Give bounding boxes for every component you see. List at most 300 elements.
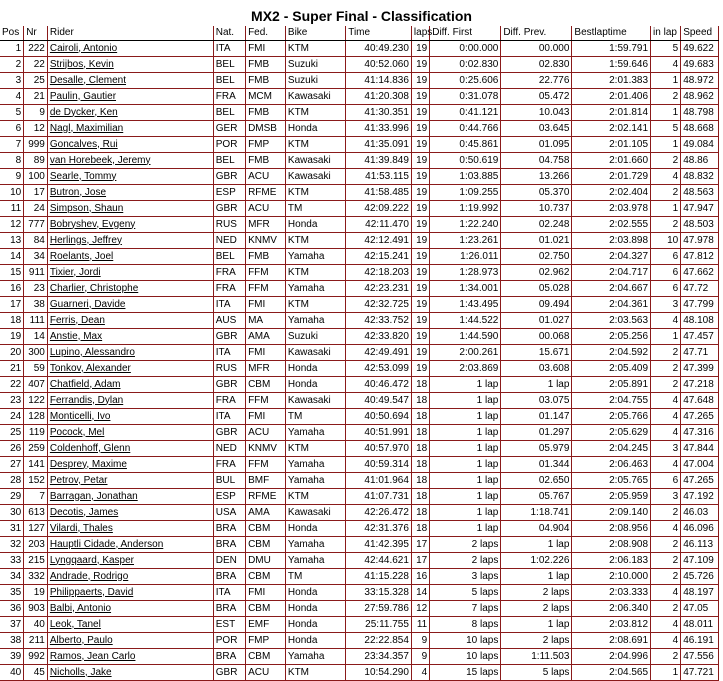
cell-in-lap: 2 bbox=[651, 185, 681, 201]
cell-diff-prev: 02.650 bbox=[501, 473, 572, 489]
cell-laps: 9 bbox=[411, 649, 429, 665]
cell-in-lap: 5 bbox=[651, 41, 681, 57]
cell-in-lap: 4 bbox=[651, 393, 681, 409]
cell-bike: Yamaha bbox=[285, 553, 345, 569]
cell-diff-first: 15 laps bbox=[430, 665, 501, 681]
cell-bestlaptime: 2:04.245 bbox=[572, 441, 651, 457]
cell-bestlaptime: 2:04.667 bbox=[572, 281, 651, 297]
cell-nat: BEL bbox=[213, 73, 245, 89]
cell-diff-prev: 00.068 bbox=[501, 329, 572, 345]
cell-rider[interactable]: Charlier, Christophe bbox=[47, 281, 213, 297]
cell-nr: 23 bbox=[24, 281, 48, 297]
cell-nr: 24 bbox=[24, 201, 48, 217]
cell-bike: Yamaha bbox=[285, 313, 345, 329]
cell-pos: 7 bbox=[0, 137, 24, 153]
cell-in-lap: 4 bbox=[651, 313, 681, 329]
cell-rider[interactable]: Paulin, Gautier bbox=[47, 89, 213, 105]
table-row bbox=[0, 169, 719, 185]
cell-laps: 18 bbox=[411, 425, 429, 441]
cell-rider[interactable]: Pocock, Mel bbox=[47, 425, 213, 441]
cell-diff-prev: 2 laps bbox=[501, 633, 572, 649]
cell-bike: Kawasaki bbox=[285, 345, 345, 361]
table-row bbox=[0, 649, 719, 665]
cell-pos: 40 bbox=[0, 665, 24, 681]
cell-speed: 48.798 bbox=[681, 105, 719, 121]
cell-time: 41:35.091 bbox=[346, 137, 412, 153]
cell-in-lap: 2 bbox=[651, 537, 681, 553]
cell-nat: ITA bbox=[213, 585, 245, 601]
cell-fed: EMF bbox=[246, 617, 286, 633]
cell-diff-first: 1 lap bbox=[430, 409, 501, 425]
cell-pos: 21 bbox=[0, 361, 24, 377]
cell-bike: KTM bbox=[285, 233, 345, 249]
cell-fed: DMSB bbox=[246, 121, 286, 137]
cell-nr: 25 bbox=[24, 73, 48, 89]
cell-time: 41:07.731 bbox=[346, 489, 412, 505]
cell-laps: 16 bbox=[411, 569, 429, 585]
results-body bbox=[0, 41, 719, 681]
table-row bbox=[0, 73, 719, 89]
cell-bike: Yamaha bbox=[285, 457, 345, 473]
cell-in-lap: 2 bbox=[651, 601, 681, 617]
cell-pos: 37 bbox=[0, 617, 24, 633]
cell-time: 41:42.395 bbox=[346, 537, 412, 553]
cell-in-lap: 6 bbox=[651, 249, 681, 265]
cell-diff-prev: 02.830 bbox=[501, 57, 572, 73]
cell-rider[interactable]: Petrov, Petar bbox=[47, 473, 213, 489]
cell-nr: 152 bbox=[24, 473, 48, 489]
cell-in-lap: 3 bbox=[651, 297, 681, 313]
cell-diff-first: 1:22.240 bbox=[430, 217, 501, 233]
cell-speed: 47.947 bbox=[681, 201, 719, 217]
cell-in-lap: 6 bbox=[651, 265, 681, 281]
table-row bbox=[0, 425, 719, 441]
cell-time: 41:14.836 bbox=[346, 73, 412, 89]
table-row bbox=[0, 377, 719, 393]
cell-bestlaptime: 2:04.755 bbox=[572, 393, 651, 409]
cell-rider[interactable]: Nagl, Maximilian bbox=[47, 121, 213, 137]
cell-diff-prev: 02.750 bbox=[501, 249, 572, 265]
cell-time: 42:53.099 bbox=[346, 361, 412, 377]
cell-bike: Yamaha bbox=[285, 473, 345, 489]
cell-pos: 23 bbox=[0, 393, 24, 409]
header-bike: Bike bbox=[285, 26, 345, 41]
cell-rider[interactable]: Butron, Jose bbox=[47, 185, 213, 201]
cell-fed: BMF bbox=[246, 473, 286, 489]
cell-rider[interactable]: Tixier, Jordi bbox=[47, 265, 213, 281]
cell-diff-prev: 05.370 bbox=[501, 185, 572, 201]
cell-pos: 20 bbox=[0, 345, 24, 361]
cell-bike: KTM bbox=[285, 297, 345, 313]
cell-diff-prev: 1:11.503 bbox=[501, 649, 572, 665]
table-row bbox=[0, 281, 719, 297]
cell-speed: 47.71 bbox=[681, 345, 719, 361]
cell-speed: 49.683 bbox=[681, 57, 719, 73]
cell-time: 42:26.472 bbox=[346, 505, 412, 521]
table-row bbox=[0, 217, 719, 233]
cell-rider[interactable]: Vilardi, Thales bbox=[47, 521, 213, 537]
cell-nat: GBR bbox=[213, 329, 245, 345]
cell-rider[interactable]: Alberto, Paulo bbox=[47, 633, 213, 649]
cell-speed: 49.622 bbox=[681, 41, 719, 57]
cell-bike: Suzuki bbox=[285, 329, 345, 345]
cell-in-lap: 4 bbox=[651, 585, 681, 601]
table-row bbox=[0, 665, 719, 681]
cell-bestlaptime: 2:10.000 bbox=[572, 569, 651, 585]
cell-nr: 222 bbox=[24, 41, 48, 57]
header-in-lap: in lap bbox=[651, 26, 681, 41]
cell-bestlaptime: 2:04.592 bbox=[572, 345, 651, 361]
cell-rider[interactable]: Ferrandis, Dylan bbox=[47, 393, 213, 409]
cell-rider[interactable]: Anstie, Max bbox=[47, 329, 213, 345]
cell-nr: 141 bbox=[24, 457, 48, 473]
cell-bike: KTM bbox=[285, 41, 345, 57]
cell-nat: NED bbox=[213, 233, 245, 249]
cell-rider[interactable]: Strijbos, Kevin bbox=[47, 57, 213, 73]
cell-pos: 36 bbox=[0, 601, 24, 617]
cell-laps: 17 bbox=[411, 537, 429, 553]
cell-diff-prev: 04.758 bbox=[501, 153, 572, 169]
cell-time: 10:54.290 bbox=[346, 665, 412, 681]
cell-rider[interactable]: Barragan, Jonathan bbox=[47, 489, 213, 505]
cell-pos: 33 bbox=[0, 553, 24, 569]
cell-diff-first: 0:02.830 bbox=[430, 57, 501, 73]
cell-time: 42:44.621 bbox=[346, 553, 412, 569]
cell-rider[interactable]: Guarneri, Davide bbox=[47, 297, 213, 313]
cell-laps: 19 bbox=[411, 41, 429, 57]
cell-in-lap: 1 bbox=[651, 201, 681, 217]
cell-bestlaptime: 2:08.691 bbox=[572, 633, 651, 649]
cell-pos: 2 bbox=[0, 57, 24, 73]
cell-in-lap: 2 bbox=[651, 89, 681, 105]
cell-time: 42:32.725 bbox=[346, 297, 412, 313]
cell-fed: AMA bbox=[246, 329, 286, 345]
cell-bike: Honda bbox=[285, 217, 345, 233]
cell-diff-prev: 22.776 bbox=[501, 73, 572, 89]
cell-diff-first: 0:50.619 bbox=[430, 153, 501, 169]
cell-rider[interactable]: Leok, Tanel bbox=[47, 617, 213, 633]
cell-time: 42:49.491 bbox=[346, 345, 412, 361]
cell-diff-prev: 15.671 bbox=[501, 345, 572, 361]
cell-in-lap: 4 bbox=[651, 169, 681, 185]
cell-nr: 127 bbox=[24, 521, 48, 537]
cell-fed: KNMV bbox=[246, 441, 286, 457]
cell-bike: KTM bbox=[285, 105, 345, 121]
cell-pos: 5 bbox=[0, 105, 24, 121]
cell-laps: 19 bbox=[411, 265, 429, 281]
cell-nr: 300 bbox=[24, 345, 48, 361]
cell-nat: GER bbox=[213, 121, 245, 137]
cell-diff-prev: 5 laps bbox=[501, 665, 572, 681]
cell-rider[interactable]: Decotis, James bbox=[47, 505, 213, 521]
cell-diff-prev: 01.021 bbox=[501, 233, 572, 249]
cell-time: 42:18.203 bbox=[346, 265, 412, 281]
cell-laps: 4 bbox=[411, 665, 429, 681]
cell-in-lap: 3 bbox=[651, 441, 681, 457]
cell-pos: 12 bbox=[0, 217, 24, 233]
cell-bestlaptime: 2:04.996 bbox=[572, 649, 651, 665]
table-row bbox=[0, 537, 719, 553]
cell-diff-prev: 2 laps bbox=[501, 585, 572, 601]
cell-diff-prev: 13.266 bbox=[501, 169, 572, 185]
cell-in-lap: 4 bbox=[651, 617, 681, 633]
cell-bike: Honda bbox=[285, 121, 345, 137]
cell-bike: KTM bbox=[285, 665, 345, 681]
cell-diff-first: 1:44.522 bbox=[430, 313, 501, 329]
cell-laps: 18 bbox=[411, 505, 429, 521]
cell-rider[interactable]: Desprey, Maxime bbox=[47, 457, 213, 473]
cell-rider[interactable]: Desalle, Clement bbox=[47, 73, 213, 89]
cell-nat: ESP bbox=[213, 489, 245, 505]
cell-in-lap: 2 bbox=[651, 569, 681, 585]
cell-bestlaptime: 2:05.409 bbox=[572, 361, 651, 377]
cell-nat: GBR bbox=[213, 169, 245, 185]
cell-fed: AMA bbox=[246, 505, 286, 521]
cell-rider[interactable]: Bobryshev, Evgeny bbox=[47, 217, 213, 233]
cell-rider[interactable]: Lupino, Alessandro bbox=[47, 345, 213, 361]
cell-nr: 19 bbox=[24, 585, 48, 601]
cell-diff-first: 0:44.766 bbox=[430, 121, 501, 137]
cell-time: 42:33.752 bbox=[346, 313, 412, 329]
table-row bbox=[0, 361, 719, 377]
cell-diff-first: 1:09.255 bbox=[430, 185, 501, 201]
cell-speed: 48.832 bbox=[681, 169, 719, 185]
table-row bbox=[0, 457, 719, 473]
cell-laps: 19 bbox=[411, 137, 429, 153]
cell-diff-prev: 1:18.741 bbox=[501, 505, 572, 521]
table-row bbox=[0, 393, 719, 409]
cell-in-lap: 4 bbox=[651, 409, 681, 425]
cell-bestlaptime: 2:01.814 bbox=[572, 105, 651, 121]
cell-diff-prev: 04.904 bbox=[501, 521, 572, 537]
cell-rider[interactable]: Searle, Tommy bbox=[47, 169, 213, 185]
cell-diff-first: 1:26.011 bbox=[430, 249, 501, 265]
cell-in-lap: 2 bbox=[651, 153, 681, 169]
cell-rider[interactable]: Ramos, Jean Carlo bbox=[47, 649, 213, 665]
cell-pos: 19 bbox=[0, 329, 24, 345]
cell-fed: FMB bbox=[246, 153, 286, 169]
cell-bike: Suzuki bbox=[285, 57, 345, 73]
cell-pos: 25 bbox=[0, 425, 24, 441]
cell-time: 41:30.351 bbox=[346, 105, 412, 121]
cell-rider[interactable]: Simpson, Shaun bbox=[47, 201, 213, 217]
cell-bestlaptime: 2:02.555 bbox=[572, 217, 651, 233]
table-row bbox=[0, 201, 719, 217]
cell-diff-first: 0:25.606 bbox=[430, 73, 501, 89]
cell-pos: 30 bbox=[0, 505, 24, 521]
cell-speed: 47.457 bbox=[681, 329, 719, 345]
cell-bestlaptime: 2:05.891 bbox=[572, 377, 651, 393]
cell-laps: 19 bbox=[411, 313, 429, 329]
cell-pos: 4 bbox=[0, 89, 24, 105]
cell-in-lap: 1 bbox=[651, 665, 681, 681]
header-fed: Fed. bbox=[246, 26, 286, 41]
cell-speed: 47.662 bbox=[681, 265, 719, 281]
cell-nr: 203 bbox=[24, 537, 48, 553]
cell-rider[interactable]: Hauptli Cidade, Anderson bbox=[47, 537, 213, 553]
cell-speed: 49.084 bbox=[681, 137, 719, 153]
cell-laps: 19 bbox=[411, 121, 429, 137]
cell-nat: GBR bbox=[213, 377, 245, 393]
cell-nat: BRA bbox=[213, 649, 245, 665]
cell-diff-first: 1:19.992 bbox=[430, 201, 501, 217]
cell-nr: 911 bbox=[24, 265, 48, 281]
cell-rider[interactable]: Lyngqaard, Kasper bbox=[47, 553, 213, 569]
cell-nat: FRA bbox=[213, 457, 245, 473]
cell-bike: Suzuki bbox=[285, 73, 345, 89]
cell-rider[interactable]: Goncalves, Rui bbox=[47, 137, 213, 153]
cell-diff-first: 1 lap bbox=[430, 377, 501, 393]
cell-speed: 48.86 bbox=[681, 153, 719, 169]
cell-nr: 259 bbox=[24, 441, 48, 457]
header-bestlaptime: Bestlaptime bbox=[572, 26, 651, 41]
cell-time: 41:15.228 bbox=[346, 569, 412, 585]
cell-speed: 47.72 bbox=[681, 281, 719, 297]
table-row bbox=[0, 57, 719, 73]
cell-speed: 47.004 bbox=[681, 457, 719, 473]
cell-fed: FMI bbox=[246, 409, 286, 425]
cell-pos: 31 bbox=[0, 521, 24, 537]
cell-rider[interactable]: Andrade, Rodrigo bbox=[47, 569, 213, 585]
cell-nat: BEL bbox=[213, 249, 245, 265]
cell-pos: 28 bbox=[0, 473, 24, 489]
cell-nat: BRA bbox=[213, 521, 245, 537]
cell-diff-first: 2:03.869 bbox=[430, 361, 501, 377]
cell-rider[interactable]: Roelants, Joel bbox=[47, 249, 213, 265]
cell-rider[interactable]: Balbi, Antonio bbox=[47, 601, 213, 617]
table-row bbox=[0, 105, 719, 121]
cell-nr: 59 bbox=[24, 361, 48, 377]
cell-bestlaptime: 2:09.140 bbox=[572, 505, 651, 521]
cell-bike: Honda bbox=[285, 633, 345, 649]
cell-bike: Yamaha bbox=[285, 281, 345, 297]
cell-speed: 47.556 bbox=[681, 649, 719, 665]
table-row bbox=[0, 441, 719, 457]
cell-fed: ACU bbox=[246, 665, 286, 681]
cell-nr: 34 bbox=[24, 249, 48, 265]
cell-speed: 47.192 bbox=[681, 489, 719, 505]
cell-rider[interactable]: van Horebeek, Jeremy bbox=[47, 153, 213, 169]
cell-time: 42:23.231 bbox=[346, 281, 412, 297]
cell-nr: 211 bbox=[24, 633, 48, 649]
cell-in-lap: 2 bbox=[651, 377, 681, 393]
cell-bike: KTM bbox=[285, 185, 345, 201]
cell-diff-first: 0:45.861 bbox=[430, 137, 501, 153]
cell-time: 40:50.694 bbox=[346, 409, 412, 425]
table-row bbox=[0, 121, 719, 137]
cell-in-lap: 1 bbox=[651, 105, 681, 121]
cell-diff-prev: 01.297 bbox=[501, 425, 572, 441]
cell-nat: BRA bbox=[213, 537, 245, 553]
header-pos: Pos bbox=[0, 26, 24, 41]
cell-rider[interactable]: Monticelli, Ivo bbox=[47, 409, 213, 425]
cell-nat: POR bbox=[213, 137, 245, 153]
cell-rider[interactable]: Chatfield, Adam bbox=[47, 377, 213, 393]
cell-diff-first: 2 laps bbox=[430, 537, 501, 553]
cell-diff-first: 2:00.261 bbox=[430, 345, 501, 361]
cell-diff-prev: 1 lap bbox=[501, 537, 572, 553]
cell-fed: ACU bbox=[246, 169, 286, 185]
cell-diff-prev: 05.028 bbox=[501, 281, 572, 297]
cell-pos: 8 bbox=[0, 153, 24, 169]
table-row bbox=[0, 233, 719, 249]
cell-laps: 18 bbox=[411, 441, 429, 457]
cell-fed: FMI bbox=[246, 297, 286, 313]
cell-rider[interactable]: Herlings, Jeffrey bbox=[47, 233, 213, 249]
table-row bbox=[0, 153, 719, 169]
cell-laps: 19 bbox=[411, 169, 429, 185]
cell-fed: MCM bbox=[246, 89, 286, 105]
cell-time: 41:39.849 bbox=[346, 153, 412, 169]
cell-diff-prev: 01.344 bbox=[501, 457, 572, 473]
cell-in-lap: 2 bbox=[651, 505, 681, 521]
cell-rider[interactable]: Philippaerts, David bbox=[47, 585, 213, 601]
cell-diff-first: 5 laps bbox=[430, 585, 501, 601]
cell-fed: DMU bbox=[246, 553, 286, 569]
classification-table bbox=[0, 26, 719, 681]
cell-speed: 48.668 bbox=[681, 121, 719, 137]
cell-fed: FFM bbox=[246, 457, 286, 473]
cell-in-lap: 2 bbox=[651, 649, 681, 665]
cell-rider[interactable]: Coldenhoff, Glenn bbox=[47, 441, 213, 457]
cell-nat: BEL bbox=[213, 57, 245, 73]
cell-rider[interactable]: Ferris, Dean bbox=[47, 313, 213, 329]
cell-bike: Kawasaki bbox=[285, 89, 345, 105]
cell-bestlaptime: 2:03.563 bbox=[572, 313, 651, 329]
header-time: Time bbox=[346, 26, 412, 41]
cell-pos: 15 bbox=[0, 265, 24, 281]
cell-bike: TM bbox=[285, 409, 345, 425]
cell-diff-prev: 01.095 bbox=[501, 137, 572, 153]
cell-laps: 19 bbox=[411, 233, 429, 249]
cell-time: 41:20.308 bbox=[346, 89, 412, 105]
cell-bestlaptime: 2:01.406 bbox=[572, 89, 651, 105]
cell-nr: 14 bbox=[24, 329, 48, 345]
cell-rider[interactable]: Tonkov, Alexander bbox=[47, 361, 213, 377]
cell-fed: FFM bbox=[246, 393, 286, 409]
cell-diff-prev: 01.027 bbox=[501, 313, 572, 329]
cell-diff-first: 1 lap bbox=[430, 425, 501, 441]
cell-bestlaptime: 2:05.765 bbox=[572, 473, 651, 489]
cell-time: 27:59.786 bbox=[346, 601, 412, 617]
cell-diff-prev: 09.494 bbox=[501, 297, 572, 313]
cell-bike: Yamaha bbox=[285, 649, 345, 665]
cell-nr: 215 bbox=[24, 553, 48, 569]
cell-pos: 14 bbox=[0, 249, 24, 265]
cell-laps: 19 bbox=[411, 345, 429, 361]
cell-in-lap: 2 bbox=[651, 553, 681, 569]
cell-fed: CBM bbox=[246, 537, 286, 553]
cell-rider[interactable]: de Dycker, Ken bbox=[47, 105, 213, 121]
cell-nat: USA bbox=[213, 505, 245, 521]
cell-nr: 17 bbox=[24, 185, 48, 201]
cell-fed: FMB bbox=[246, 57, 286, 73]
cell-rider[interactable]: Cairoli, Antonio bbox=[47, 41, 213, 57]
table-row bbox=[0, 313, 719, 329]
cell-rider[interactable]: Nicholls, Jake bbox=[47, 665, 213, 681]
cell-bestlaptime: 2:01.660 bbox=[572, 153, 651, 169]
cell-diff-prev: 1 lap bbox=[501, 377, 572, 393]
cell-laps: 18 bbox=[411, 489, 429, 505]
table-row bbox=[0, 345, 719, 361]
cell-fed: MA bbox=[246, 313, 286, 329]
cell-diff-prev: 10.043 bbox=[501, 105, 572, 121]
cell-bike: Kawasaki bbox=[285, 153, 345, 169]
cell-nat: POR bbox=[213, 633, 245, 649]
cell-bestlaptime: 2:06.340 bbox=[572, 601, 651, 617]
cell-bike: Yamaha bbox=[285, 249, 345, 265]
table-row bbox=[0, 297, 719, 313]
